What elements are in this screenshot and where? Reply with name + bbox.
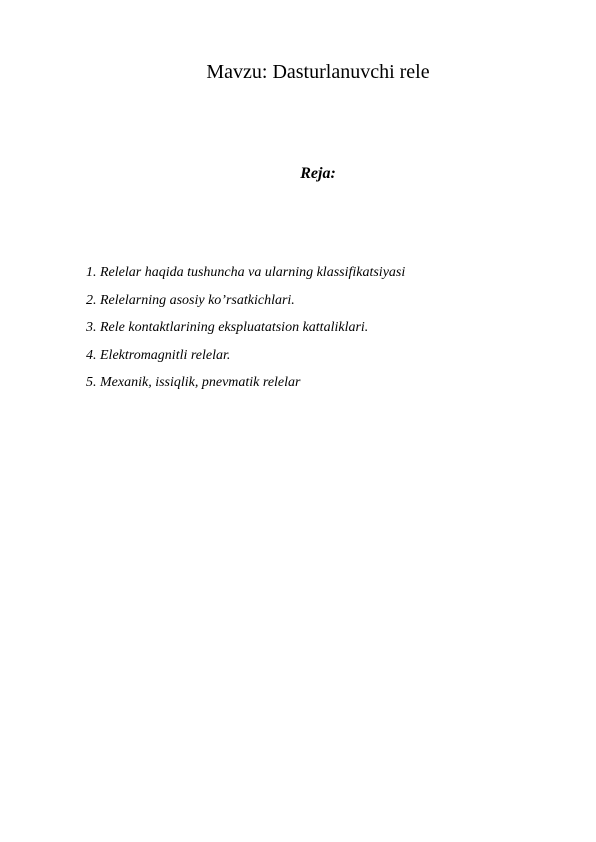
plan-item bbox=[86, 264, 405, 292]
plan-item-text: Elektromagnitli relelar. bbox=[100, 347, 231, 363]
plan-item bbox=[86, 292, 405, 320]
plan-heading: Reja: bbox=[300, 165, 336, 182]
plan-item bbox=[86, 347, 405, 375]
plan-item-text: Rele kontaktlarining ekspluatatsion kattaliklari. bbox=[100, 320, 369, 335]
plan-item-number: 2. bbox=[86, 292, 97, 308]
plan-item-number: 3. bbox=[86, 320, 97, 335]
document-title: Mavzu: Dasturlanuvchi rele bbox=[206, 61, 430, 83]
plan-item-text: Relelarning asosiy ko’rsatkichlari. bbox=[100, 292, 295, 308]
plan-item-number: 4. bbox=[86, 347, 97, 363]
plan-item-number: 1. bbox=[86, 265, 97, 280]
plan-item bbox=[86, 374, 405, 402]
plan-item bbox=[86, 319, 405, 347]
plan-list bbox=[86, 264, 405, 402]
plan-item-text: Mexanik, issiqlik, pnevmatik relelar bbox=[100, 375, 301, 390]
plan-item-number: 5. bbox=[86, 375, 97, 390]
plan-item-text: Relelar haqida tushuncha va ularning klassifikatsiyasi bbox=[100, 265, 406, 280]
